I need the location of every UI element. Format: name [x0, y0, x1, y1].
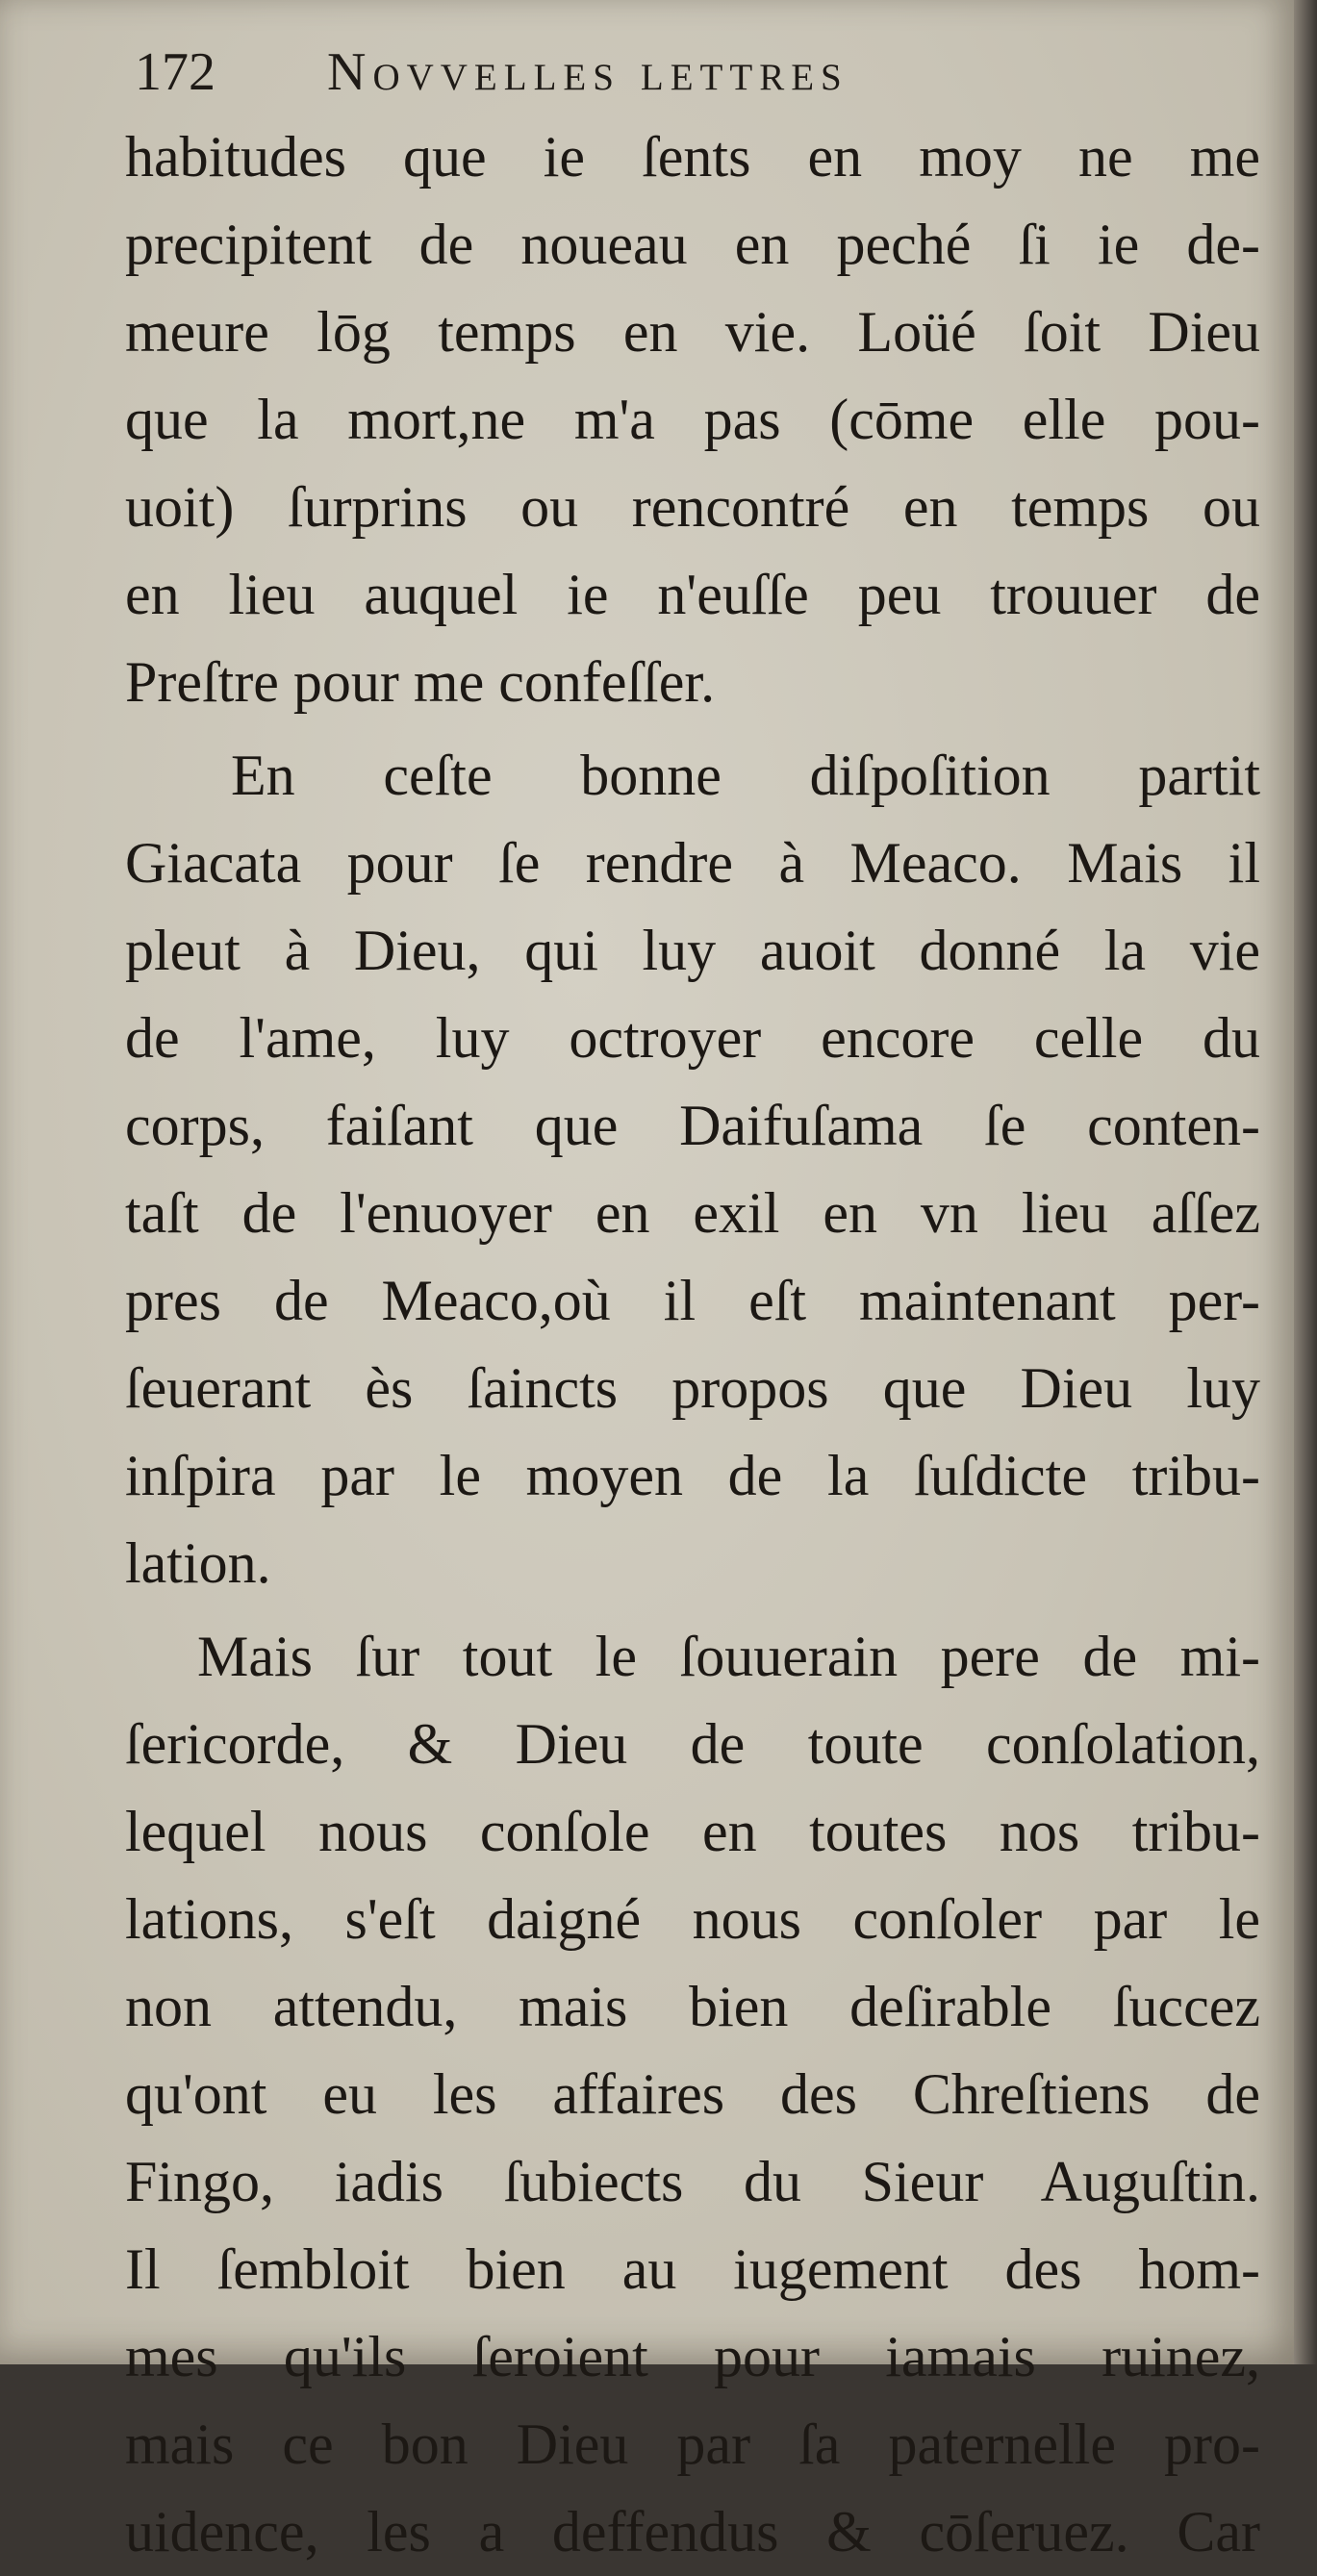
text-line: En ceſte bonne diſpoſition partit: [231, 744, 1260, 807]
text-line: Fingo, iadis ſubiects du Sieur Auguſtin.: [125, 2150, 1260, 2213]
text-line: mais ce bon Dieu par ſa paternelle pro-: [125, 2412, 1260, 2476]
text-line: non attendu, mais bien deſirable ſuccez: [125, 1975, 1260, 2038]
text-line: meure lōg temps en vie. Loüé ſoit Dieu: [125, 300, 1260, 364]
text-line: pres de Meaco,où il eſt maintenant per-: [125, 1269, 1260, 1332]
text-line: ſericorde, & Dieu de toute conſolation,: [125, 1712, 1260, 1776]
text-line: corps, faiſant que Daifuſama ſe conten-: [125, 1094, 1260, 1157]
page-edge-shadow: [1294, 0, 1317, 2364]
text-line: de l'ame, luy octroyer encore celle du: [125, 1006, 1260, 1070]
text-line: lequel nous conſole en toutes nos tribu-: [125, 1800, 1260, 1863]
text-line: pleut à Dieu, qui luy auoit donné la vie: [125, 919, 1260, 982]
paragraph: [125, 114, 1260, 726]
text-line: Mais ſur tout le ſouuerain pere de mi-: [197, 1625, 1260, 1688]
text-line: taſt de l'enuoyer en exil en vn lieu aſſez: [125, 1181, 1260, 1245]
text-line: ſeuerant ès ſaincts propos que Dieu luy: [125, 1356, 1260, 1420]
text-line: uoit) ſurprins ou rencontré en temps ou: [125, 475, 1260, 539]
text-line: mes qu'ils ſeroient pour iamais ruinez,: [125, 2325, 1260, 2388]
text-line: en lieu auquel ie n'euſſe peu trouuer de: [125, 563, 1260, 626]
text-line: habitudes que ie ſents en moy ne me: [125, 125, 1260, 189]
running-title: Novvelles lettres: [327, 42, 848, 102]
text-line: precipitent de noueau en peché ſi ie de-: [125, 213, 1260, 276]
page-number: 172: [135, 42, 215, 102]
text-line: lations, s'eſt daigné nous conſoler par le: [125, 1887, 1260, 1951]
text-line: Giacata pour ſe rendre à Meaco. Mais il: [125, 831, 1260, 895]
text-line: que la mort,ne m'a pas (cōme elle pou-: [125, 388, 1260, 451]
page-header: [125, 29, 1231, 106]
text-line: qu'ont eu les affaires des Chreſtiens de: [125, 2062, 1260, 2126]
text-line: Preſtre pour me confeſſer.: [125, 650, 716, 714]
paragraph: [125, 732, 1260, 1607]
paragraph: [125, 1613, 1260, 2576]
body-text: [125, 114, 1260, 2576]
text-line: inſpira par le moyen de la ſuſdicte tribu-: [125, 1444, 1260, 1507]
text-line: Il ſembloit bien au iugement des hom-: [125, 2237, 1260, 2301]
text-line: lation.: [125, 1531, 271, 1595]
text-line: uidence, les a deffendus & cōſeruez. Car: [125, 2500, 1260, 2563]
